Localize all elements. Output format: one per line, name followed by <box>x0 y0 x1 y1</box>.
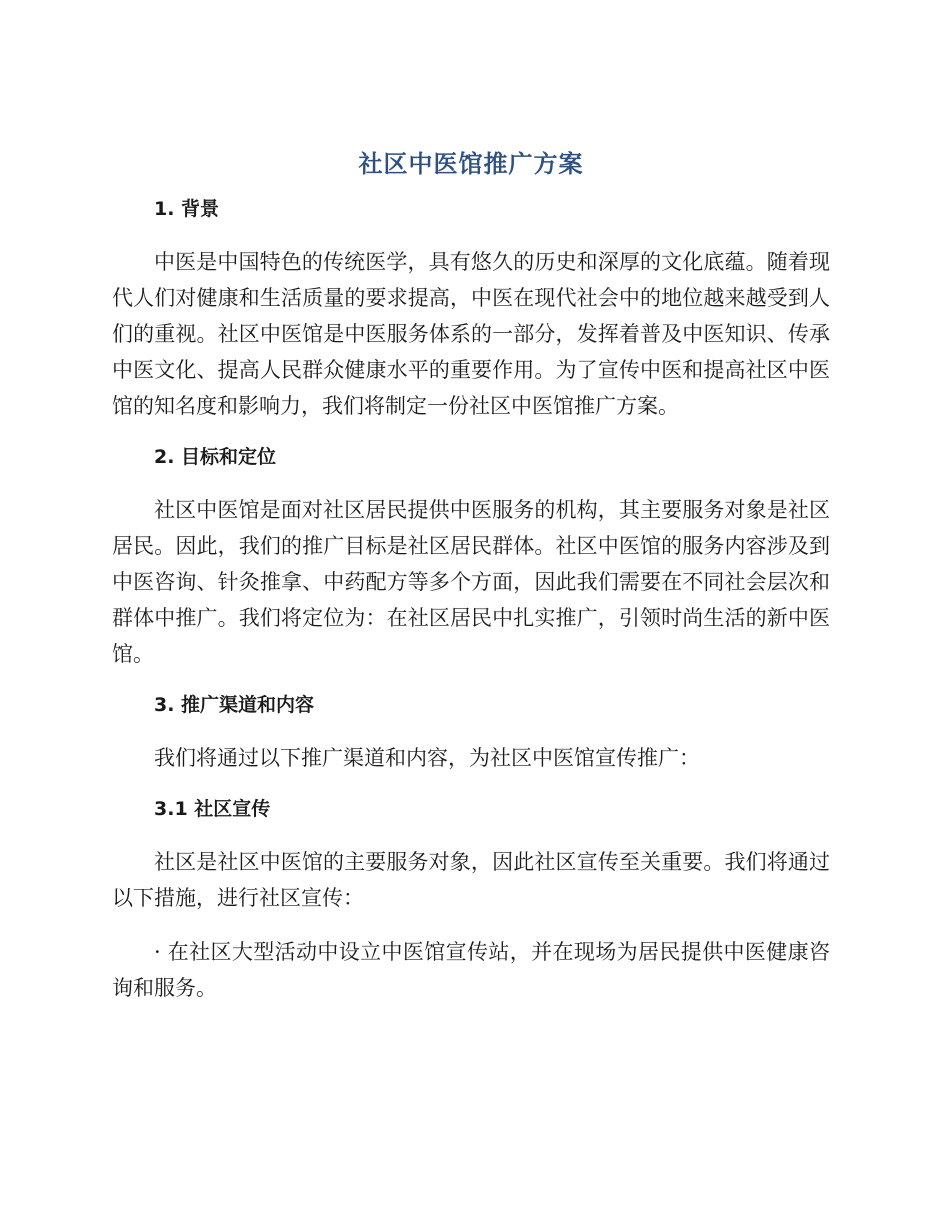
section-community-promotion <box>112 794 830 1006</box>
document-page <box>112 140 830 1006</box>
section-channels <box>112 690 830 776</box>
section-goals <box>112 442 830 672</box>
section-paragraph: 社区是社区中医馆的主要服务对象，因此社区宣传至关重要。我们将通过以下措施，进行社区宣传： <box>112 850 830 910</box>
section-background <box>112 194 830 424</box>
section-heading: 2. 目标和定位 <box>154 446 277 468</box>
bullet-item: · 在社区大型活动中设立中医馆宣传站，并在现场为居民提供中医健康咨询和服务。 <box>112 940 830 1000</box>
section-paragraph: 中医是中国特色的传统医学，具有悠久的历史和深厚的文化底蕴。随着现代人们对健康和生活质量的要求提高，中医在现代社会中的地位越来越受到人们的重视。社区中医馆是中医服务体系的一部分，发挥着普及中医知识、传承中医文化、提高人民群众健康水平的重要作用。为了宣传中医和提高社区中医馆的知名度和影响力，我们将制定一份社区中医馆推广方案。 <box>112 250 830 418</box>
section-paragraph: 我们将通过以下推广渠道和内容，为社区中医馆宣传推广： <box>154 746 700 770</box>
section-heading: 3. 推广渠道和内容 <box>154 694 315 716</box>
section-paragraph: 社区中医馆是面对社区居民提供中医服务的机构，其主要服务对象是社区居民。因此，我们的推广目标是社区居民群体。社区中医馆的服务内容涉及到中医咨询、针灸推拿、中药配方等多个方面，因此我们需要在不同社会层次和群体中推广。我们将定位为：在社区居民中扎实推广，引领时尚生活的新中医馆。 <box>112 498 830 666</box>
section-heading: 3.1 社区宣传 <box>154 798 271 820</box>
section-heading: 1. 背景 <box>154 198 220 220</box>
document-title: 社区中医馆推广方案 <box>358 150 584 178</box>
